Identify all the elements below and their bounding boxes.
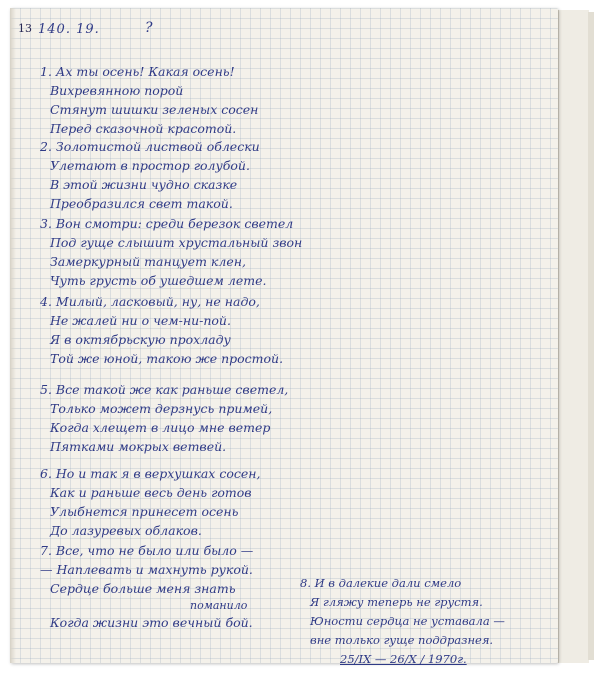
stanza-7-line-5: Когда жизни это вечный бой. <box>50 615 253 630</box>
stanza-4-line-1: 4. Милый, ласковый, ну, не надо, <box>40 294 260 309</box>
stanza-1-line-1: 1. Ах ты осень! Какая осень! <box>40 64 235 79</box>
stanza-3-line-1: 3. Вон смотри: среди березок светел <box>40 216 294 231</box>
stanza-7-line-2: — Наплевать и махнуть рукой. <box>40 562 253 577</box>
margin-mark: 13 <box>18 22 32 35</box>
stanza-3 <box>40 214 302 290</box>
stanza-4-line-2: Не жалей ни о чем-ни-пой. <box>50 313 231 328</box>
date-range: 25/IX — 26/X / 1970г. <box>340 652 467 666</box>
stanza-3-line-3: Замеркурный танцует клен, <box>50 254 246 269</box>
stanza-2-line-3: В этой жизни чудно сказке <box>50 177 238 192</box>
stanza-6-line-4: До лазуревых облаков. <box>50 523 202 538</box>
stanza-6 <box>40 464 260 540</box>
stanza-5-line-4: Пятками мокрых ветвей. <box>50 439 227 454</box>
stanza-1-line-2: Вихревянною порой <box>50 83 184 98</box>
next-page-edge <box>558 10 589 663</box>
stanza-2-line-1: 2. Золотистой листвой облески <box>40 139 260 154</box>
stanza-6-line-1: 6. Но и так я в верхушках сосен, <box>40 466 261 481</box>
stanza-7-line-4: поманило <box>190 599 248 612</box>
stanza-2 <box>40 137 260 213</box>
stanza-6-line-2: Как и раньше весь день готов <box>50 485 252 500</box>
stanza-5 <box>40 380 288 456</box>
stanza-6-line-3: Улыбнется принесет осень <box>50 504 239 519</box>
stanza-1 <box>40 62 258 138</box>
stanza-8-line-4: вне только гуще поддразнея. <box>310 633 494 647</box>
notebook-edge <box>588 12 594 660</box>
stanza-8 <box>300 574 505 669</box>
stanza-7 <box>40 541 253 632</box>
stanza-1-line-4: Перед сказочной красотой. <box>50 121 237 136</box>
stanza-7-line-1: 7. Все, что не было или было — <box>40 543 254 558</box>
stanza-5-line-2: Только может дерзнусь примей, <box>50 401 273 416</box>
stanza-4-line-3: Я в октябрьскую прохладу <box>50 332 231 347</box>
stanza-8-line-1: 8. И в далекие дали смело <box>300 576 462 590</box>
stanza-4-line-4: Той же юной, такою же простой. <box>50 351 284 366</box>
stanza-4 <box>40 292 283 368</box>
stanza-3-line-4: Чуть грусть об ушедшем лете. <box>50 273 267 288</box>
stanza-5-line-1: 5. Все такой же как раньше светел, <box>40 382 289 397</box>
stanza-3-line-2: Под гуще слышит хрустальный звон <box>50 235 303 250</box>
stanza-2-line-2: Улетают в простор голубой. <box>50 158 250 173</box>
stanza-8-line-2: Я гляжу теперь не грустя. <box>310 595 483 609</box>
stanza-5-line-3: Когда хлещет в лицо мне ветер <box>50 420 271 435</box>
stanza-2-line-4: Преобразился свет такой. <box>50 196 233 211</box>
stanza-7-line-3: Сердце больше меня знать <box>50 581 236 596</box>
stanza-8-line-3: Юности сердца не уставала — <box>310 614 505 628</box>
page-number: 140. 19. <box>38 22 100 37</box>
question-mark: ? <box>145 20 153 36</box>
stanza-1-line-3: Стянут шишки зеленых сосен <box>50 102 259 117</box>
